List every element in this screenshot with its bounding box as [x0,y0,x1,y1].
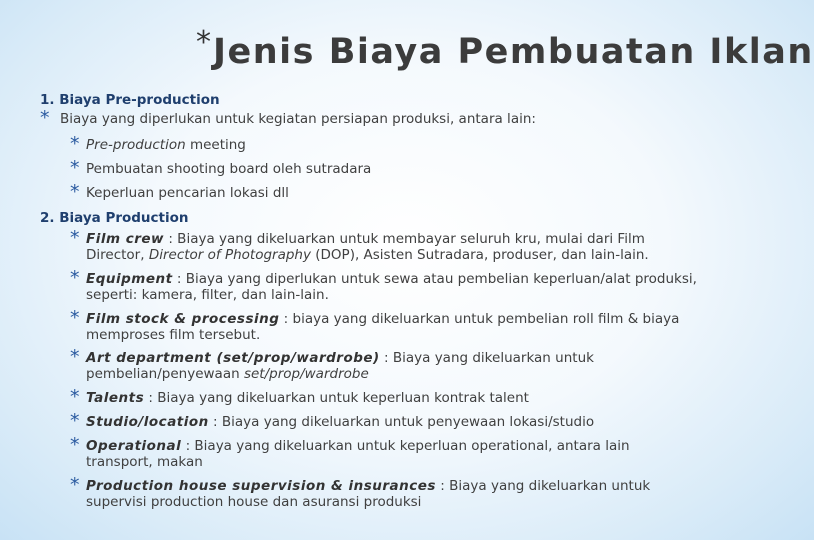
list-item [70,157,700,185]
bullet-icon: * [70,410,80,432]
item-text: : Biaya yang dikeluarkan untuk keperluan kontrak talent [144,390,529,406]
item-text: : Biaya yang dikeluarkan untuk membayar seluruh kru, mulai dari Film Director, [86,231,645,263]
item-emphasis: Pre-production [86,137,186,153]
list-item [70,133,700,161]
section-heading-production: 2. Biaya Production [40,210,189,226]
item-term: Film stock & processing [86,311,280,327]
list-item [70,410,700,438]
list-item [70,346,700,390]
item-term: Production house supervision & insurances [86,478,436,494]
bullet-icon: * [70,157,80,179]
item-text: : Biaya yang dikeluarkan untuk penyewaan lokasi/studio [208,414,595,430]
item-emphasis: set/prop/wardrobe [243,366,369,382]
item-text: : Biaya yang dikeluarkan untuk keperluan operational, antara lain transport, makan [86,438,630,470]
bullet-icon: * [70,267,80,289]
slide-body [40,92,700,514]
bullet-icon: * [70,227,80,249]
item-text: : Biaya yang dikeluarkan untuk pembelian/penyewaan [86,350,594,382]
list-item [70,307,700,350]
item-term: Film crew [86,231,165,247]
list-item [70,181,700,209]
item-text: Pembuatan shooting board oleh sutradara [86,161,372,177]
item-text: : biaya yang dikeluarkan untuk pembelian roll film & biaya memproses film tersebut. [86,311,680,343]
bullet-icon: * [70,307,80,329]
bullet-icon: * [70,346,80,368]
section-heading-pre-production: 1. Biaya Pre-production [40,92,220,108]
item-emphasis: Director of Photography [148,247,311,263]
title-star-icon: * [196,25,211,60]
bullet-icon: * [40,107,50,129]
item-text: Keperluan pencarian lokasi dll [86,185,289,201]
bullet-icon: * [70,181,80,203]
item-text: meeting [185,137,246,153]
list-item [70,434,700,478]
item-term: Operational [86,438,182,454]
item-term: Equipment [86,271,173,287]
item-term: Talents [86,390,145,406]
list-item [40,107,700,134]
list-item [70,267,700,311]
section-description: Biaya yang diperlukan untuk kegiatan persiapan produksi, antara lain: [60,111,536,127]
bullet-icon: * [70,133,80,155]
item-text: (DOP), Asisten Sutradara, produser, dan lain-lain. [310,247,649,263]
item-term: Art department (set/prop/wardrobe) [86,350,380,366]
list-item [70,474,700,514]
item-term: Studio/location [86,414,209,430]
item-text: : Biaya yang dikeluarkan untuk supervisi production house dan asuransi produksi [86,478,651,510]
item-text: : Biaya yang diperlukan untuk sewa atau pembelian keperluan/alat produksi, seperti: kamera, filter, dan lain-lain. [86,271,697,303]
slide-title [196,25,814,78]
list-item [70,227,700,271]
bullet-icon: * [70,474,80,496]
bullet-icon: * [70,386,80,408]
list-item [70,386,700,414]
title-text: Jenis Biaya Pembuatan Iklan [213,32,814,72]
bullet-icon: * [70,434,80,456]
